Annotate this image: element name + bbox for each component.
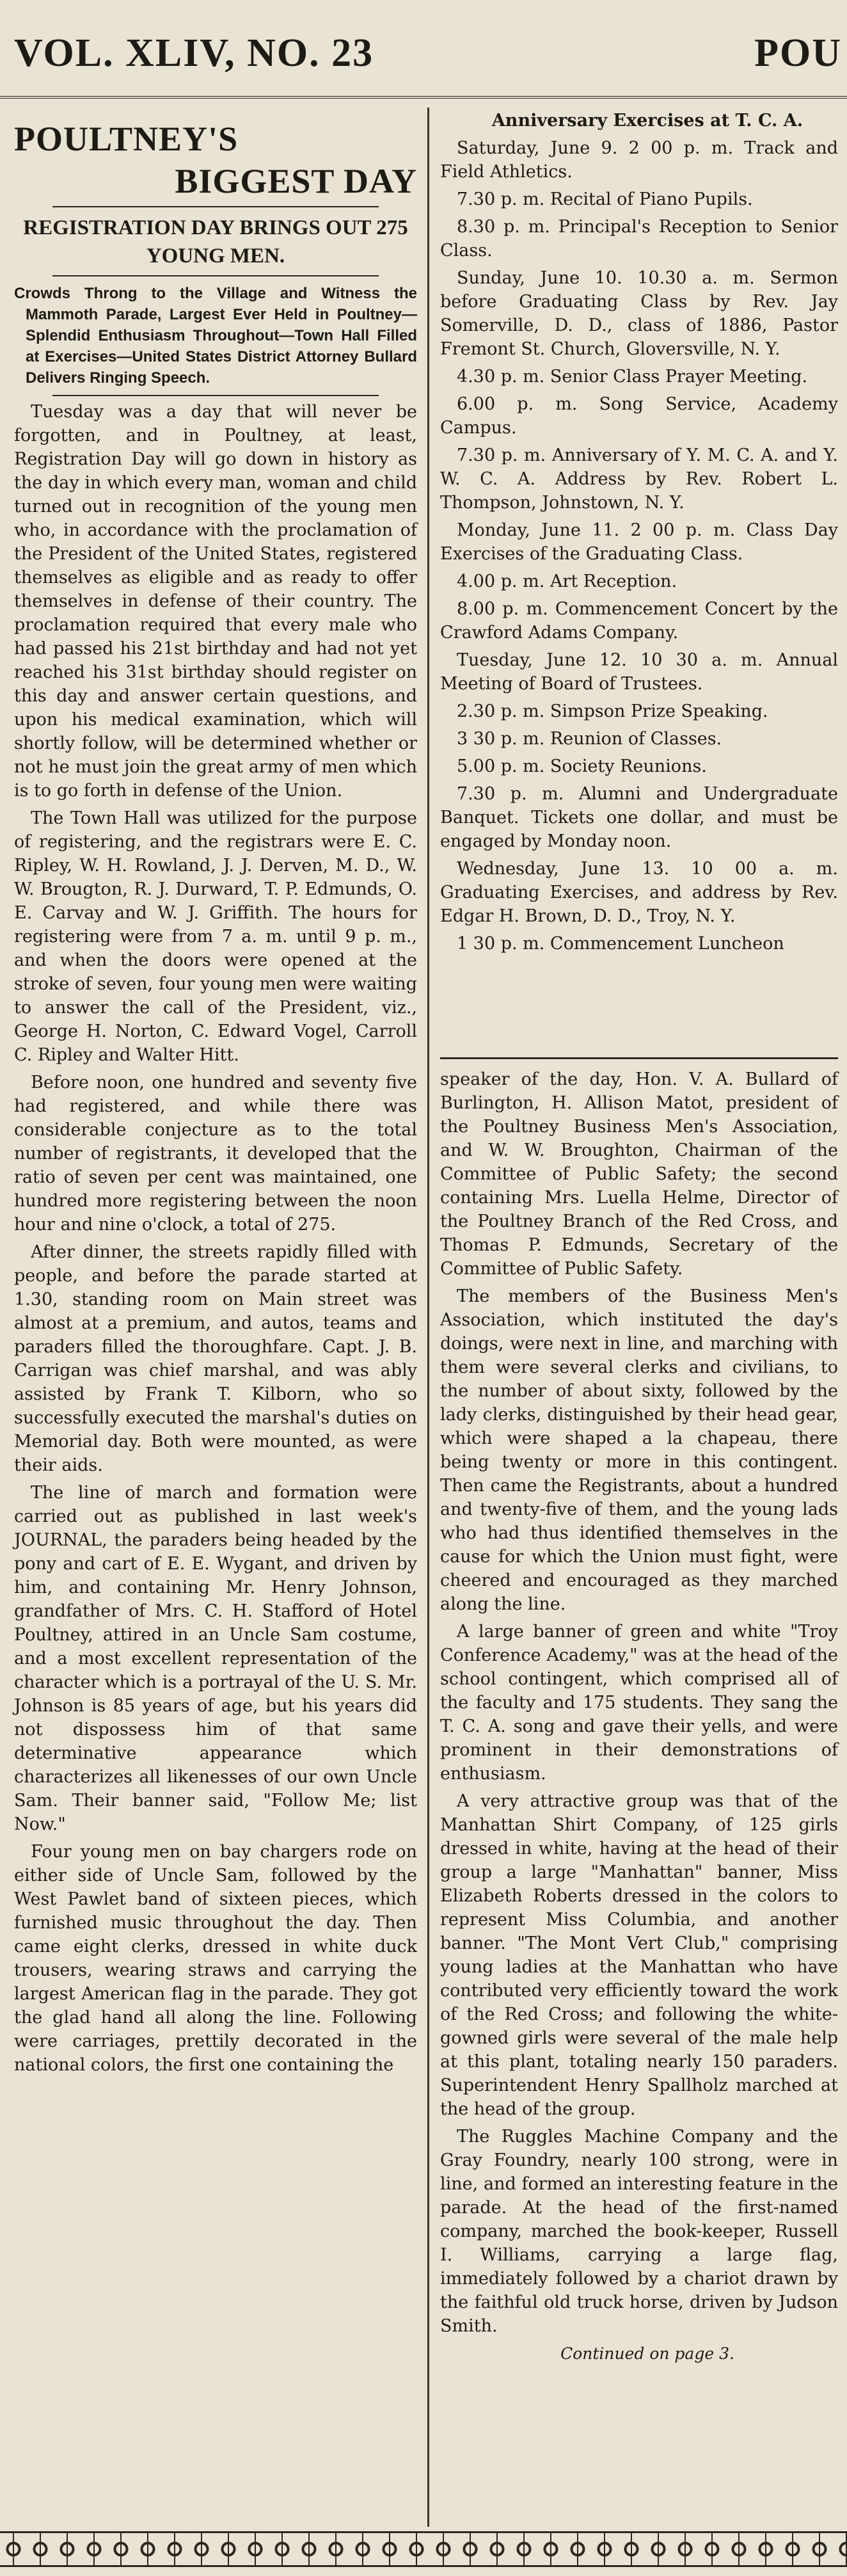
decorative-border — [0, 2531, 847, 2567]
deck-divider — [52, 395, 379, 396]
article-paragraph: Before noon, one hundred and seventy five had registered, and while there was considerable conjecture as to the total number of registrants, it developed that the ratio of seven per cent was maintained, one hundred more registering between the noon hour and nine o'clock, a total of 275. — [14, 1073, 417, 1235]
schedule-item: Wednesday, June 13. 10 00 a. m. Graduating Exercises, and address by Rev. Edgar H. Brown, D. D., Troy, N. Y. — [440, 859, 838, 926]
article-paragraph: The Ruggles Machine Company and the Gray Foundry, nearly 100 strong, were in line, and formed an interesting feature in the parade. At the head of the first-named company, marched the book-keeper, Russell I. Williams, carrying a large flag, immediately followed by a chariot drawn by the faithful old truck horse, driven by Judson Smith. — [440, 2127, 838, 2336]
article-left-column — [14, 109, 417, 2081]
volume-number: VOL. XLIV, NO. 23 — [14, 31, 374, 75]
schedule-item: 4.00 p. m. Art Reception. — [457, 572, 677, 591]
subheadline-2: YOUNG MEN. — [146, 244, 285, 268]
article-paragraph: Tuesday was a day that will never be forgotten, and in Poultney, at least, Registration Day will go down in history as the day in which every man, woman and child turned out in recognition of the young men who, in accordance with the proclamation of the President of the United States, registered themselves as eligible and as ready to offer themselves in defense of their country. The proclamation required that every male who had passed his 21st birthday and had not yet reached his 31st birthday should register on this day and answer certain questions, and upon his medical examination, which will shortly follow, will be determined whether or not he must join the great army of men which is to go forth in defense of the Union. — [14, 402, 417, 801]
column-rule — [427, 108, 429, 2527]
article-right-column — [440, 1068, 838, 2369]
paper-name-fragment: POU — [754, 31, 842, 75]
schedule-item: 4.30 p. m. Senior Class Prayer Meeting. — [457, 367, 808, 387]
schedule-item: 2.30 p. m. Simpson Prize Speaking. — [457, 701, 768, 721]
article-paragraph: The Town Hall was utilized for the purpose of registering, and the registrars were E. C. Ripley, W. H. Rowland, J. J. Derven, M. D., W. W. Brougton, R. J. Durward, T. P. Edmunds, O. E. Carvay and W. J. Griffith. The hours for registering were from 7 a. m. until 9 p. m., and when the doors were opened at the stroke of seven, four young men were waiting to answer the call of the President, viz., George H. Norton, C. Edward Vogel, Carroll C. Ripley and Walter Hitt. — [14, 808, 417, 1065]
continued-notice: Continued on page 3. — [560, 2344, 734, 2363]
schedule-item: Sunday, June 10. 10.30 a. m. Sermon before Graduating Class by Rev. Jay Somerville, D. D., class of 1886, Pastor Fremont St. Church, Gloversville, N. Y. — [440, 268, 838, 359]
schedule-item: 7.30 p. m. Recital of Piano Pupils. — [457, 189, 753, 209]
article-paragraph: The line of march and formation were carried out as published in last week's JOURNAL, the paraders being headed by the pony and cart of E. E. Wygant, and driven by him, and containing Mr. Henry Johnson, grandfather of Mrs. C. H. Stafford of Hotel Poultney, attired in an Uncle Sam costume, and a most excellent representation of the character which is a portrayal of the U. S. Mr. Johnson is 85 years of age, but his years did not dispossess him of that same determinative appearance which characterizes all likenesses of our own Uncle Sam. Their banner said, "Follow Me; list Now." — [14, 1483, 417, 1834]
subheadline-1: REGISTRATION DAY BRINGS OUT 275 — [23, 216, 408, 239]
schedule-item: 5.00 p. m. Society Reunions. — [457, 756, 707, 776]
headline-deck: Crowds Throng to the Village and Witness the Mammoth Parade, Largest Ever Held in Poultney—Splendid Enthusiasm Throughout—Town Hall Filled at Exercises—United States District Attorney Bullard Delivers Ringing Speech. — [14, 285, 417, 387]
article-paragraph: A very attractive group was that of the Manhattan Shirt Company, of 125 girls dressed in white, having at the head of their group a large "Manhattan" banner, Miss Elizabeth Roberts dressed in the colors to represent Miss Columbia, and another banner. "The Mont Vert Club," comprising young ladies at the Manhattan who have contributed very efficiently toward the work of the Red Cross; and following the white-gowned girls were several of the male help at this plant, totaling nearly 150 paraders. Superintendent Henry Spallholz marched at the head of the group. — [440, 1791, 838, 2119]
schedule-item: 3 30 p. m. Reunion of Classes. — [457, 729, 722, 749]
article-paragraph: After dinner, the streets rapidly filled with people, and before the parade started at 1.30, standing room on Main street was almost at a premium, and autos, teams and paraders filled the thoroughfare. Capt. J. B. Carrigan was chief marshal, and was ably assisted by Frank T. Kilborn, who so successfully executed the marshal's duties on Memorial day. Both were mounted, as were their aids. — [14, 1242, 417, 1475]
schedule-item: 7.30 p. m. Anniversary of Y. M. C. A. and Y. W. C. A. Address by Rev. Robert L. Thompson, Johnstown, N. Y. — [440, 445, 838, 513]
schedule-item: Monday, June 11. 2 00 p. m. Class Day Exercises of the Graduating Class. — [440, 520, 838, 564]
schedule-item: 7.30 p. m. Alumni and Undergraduate Banquet. Tickets one dollar, and must be engaged by Monday noon. — [440, 784, 838, 851]
schedule-item: 6.00 p. m. Song Service, Academy Campus. — [440, 394, 838, 438]
headline-divider — [52, 206, 379, 207]
section-divider — [440, 1057, 838, 1059]
schedule-item: 8.00 p. m. Commencement Concert by the Crawford Adams Company. — [440, 599, 838, 643]
schedule-item: 8.30 p. m. Principal's Reception to Senior Class. — [440, 217, 838, 260]
article-paragraph: speaker of the day, Hon. V. A. Bullard of Burlington, H. Allison Matot, president of the Poultney Business Men's Association, and W. W. Broughton, Chairman of the Committee of Public Safety; the second containing Mrs. Luella Helme, Director of the Poultney Branch of the Red Cross, and Thomas P. Edmunds, Secretary of the Committee of Public Safety. — [440, 1069, 838, 1279]
headline-line-2: BIGGEST DAY — [175, 162, 417, 200]
schedule-item: 1 30 p. m. Commencement Luncheon — [457, 934, 784, 954]
headline-line-1: POULTNEY'S — [14, 120, 239, 158]
masthead — [0, 0, 847, 99]
article-paragraph: The members of the Business Men's Association, which instituted the day's doings, were next in line, and marching with them were several clerks and civilians, to the number of about sixty, followed by the lady clerks, distinguished by their head gear, which were shaped a la chapeau, there being twenty or more in this contingent. Then came the Registrants, about a hundred and twenty-five of them, and the young lads who had thus identified themselves in the cause for which the Union must fight, were cheered and encouraged as they marched along the line. — [440, 1286, 838, 1614]
article-paragraph: Four young men on bay chargers rode on either side of Uncle Sam, followed by the West Pawlet band of sixteen pieces, which furnished music throughout the day. Then came eight clerks, dressed in white duck trousers, wearing straws and carrying the largest American flag in the parade. They got the glad hand all along the line. Following were carriages, prettily decorated in the national colors, the first one containing the — [14, 1842, 417, 2075]
article-paragraph: A large banner of green and white "Troy Conference Academy," was at the head of the school contingent, which comprised all of the faculty and 175 students. They sang the T. C. A. song and gave their yells, and were prominent in their demonstrations of enthusiasm. — [440, 1622, 838, 1784]
schedule-item: Saturday, June 9. 2 00 p. m. Track and Field Athletics. — [440, 138, 838, 182]
anniversary-heading: Anniversary Exercises at T. C. A. — [491, 111, 803, 131]
schedule-item: Tuesday, June 12. 10 30 a. m. Annual Meeting of Board of Trustees. — [440, 650, 838, 694]
anniversary-schedule — [440, 109, 838, 959]
subhead-divider — [52, 275, 379, 276]
